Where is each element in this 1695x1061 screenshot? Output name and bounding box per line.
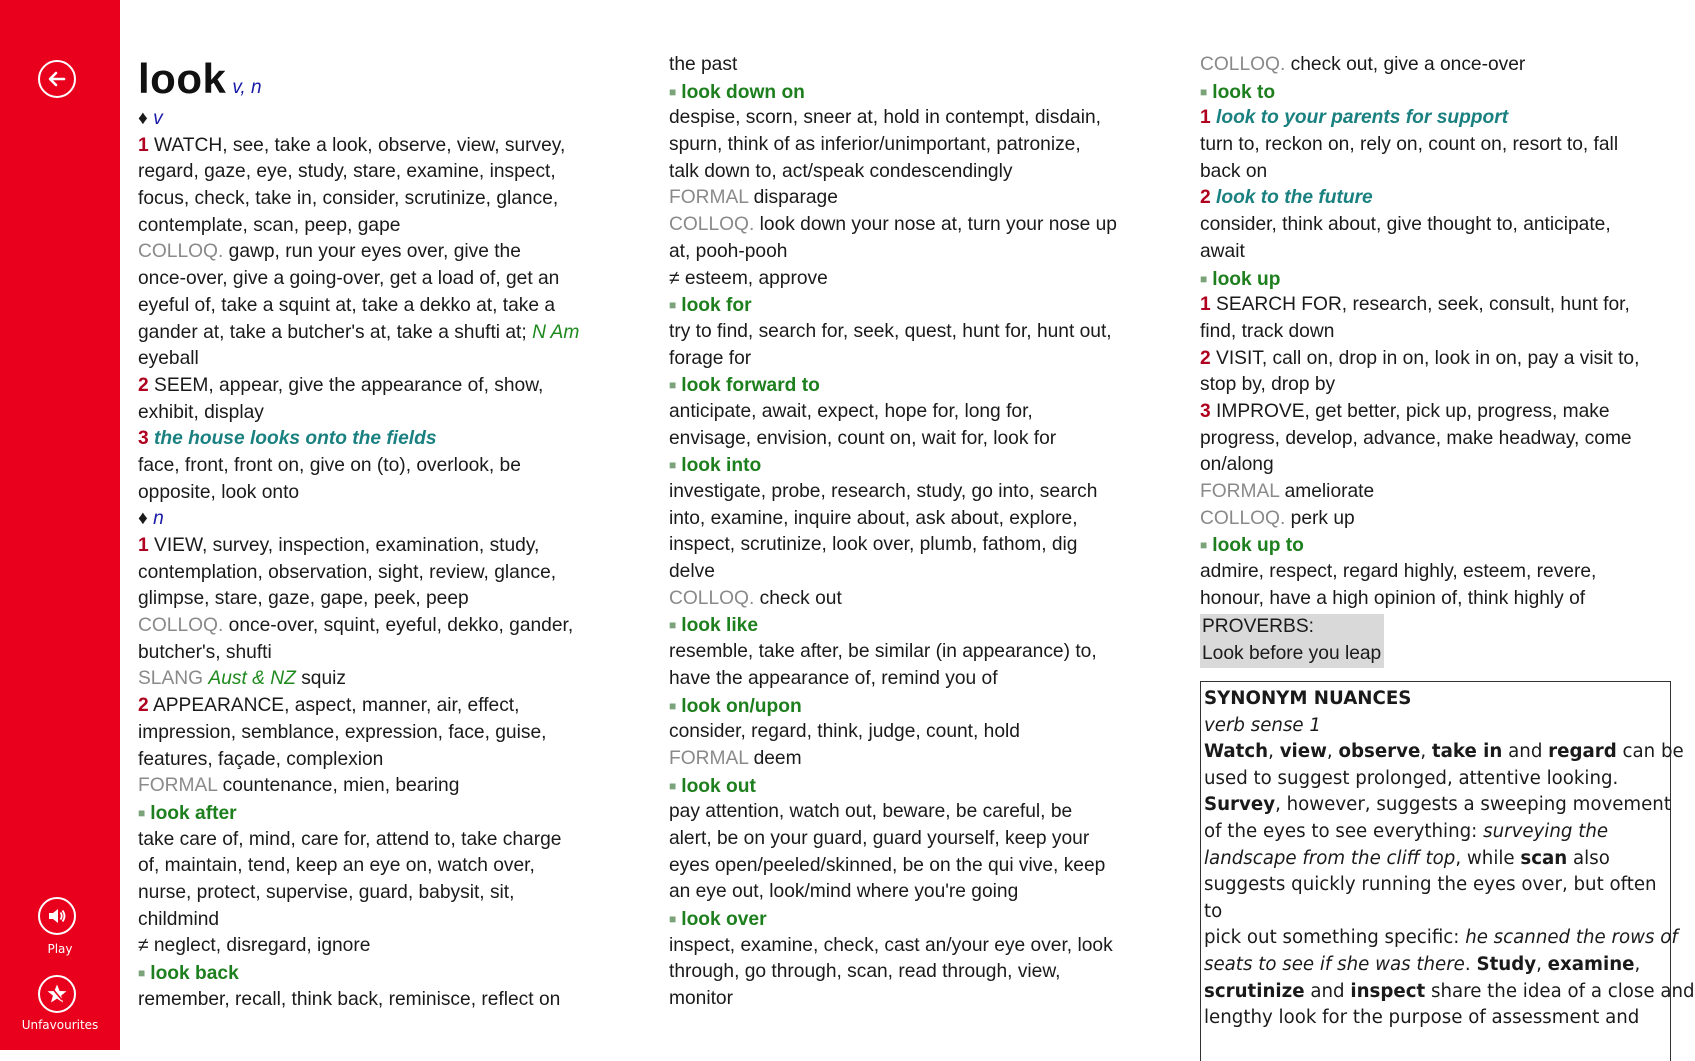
sense-line: the past [669,54,738,75]
sense-line: 1 VIEW, survey, inspection, examination, study, [138,535,540,556]
sense-line: honour, have a high opinion of, think highly of [1200,587,1586,609]
sense-line: take care of, mind, care for, attend to, take charge [138,828,562,850]
sense-line: 2 SEEM, appear, give the appearance of, show, [138,374,544,396]
register-label: FORMAL [669,187,749,209]
phrase-look-out[interactable]: ■ look out [669,775,756,797]
sense-line: opposite, look onto [138,481,300,503]
sense-line: exhibit, display [138,401,264,423]
sense-line: 1 WATCH, see, take a look, observe, view, survey, [138,134,566,156]
sense-line: 2 VISIT, call on, drop in on, look in on, pay a visit to, [1200,347,1640,369]
antonym-line: ≠ neglect, disregard, ignore [138,935,371,957]
nuance-line: Survey, however, suggests a sweeping movement [1204,794,1671,816]
entry-column-1 [138,52,608,1013]
sense-line: have the appearance of, remind you of [669,667,998,689]
register-label: COLLOQ. [669,587,755,609]
region-label: Aust & NZ [208,668,296,690]
example-line: 3 the house looks onto the fields [138,428,437,450]
sense-line: envisage, envision, count on, wait for, look for [669,427,1057,449]
nuance-line: used to suggest prolonged, attentive looking. [1204,767,1619,789]
sense-line: COLLOQ. check out [669,587,842,609]
register-label: COLLOQ. [1200,507,1286,529]
sense-line: back on [1200,160,1268,182]
proverbs-box [1200,614,1672,667]
entry-column-3 [1200,52,1672,668]
entry-heading [138,52,608,106]
headword-pos: v, n [232,77,262,98]
phrase-look-like[interactable]: ■ look like [669,615,759,637]
sense-line: SLANG Aust & NZ squiz [138,668,346,690]
example-line: 1 look to your parents for support [1200,107,1509,129]
sense-line: progress, develop, advance, make headway, come [1200,427,1632,449]
phrase-look-for[interactable]: ■ look for [669,295,752,317]
sense-line: eyes open/peeled/skinned, be on the qui vive, keep [669,854,1106,876]
synonym-nuances-box [1200,681,1695,1061]
sense-line: find, track down [1200,320,1335,342]
sense-line: of, maintain, tend, keep an eye on, watch over, [138,855,535,877]
register-label: FORMAL [669,747,749,769]
sense-line: pay attention, watch out, beware, be careful, be [669,801,1073,823]
nuance-line: landscape from the cliff top, while scan also [1204,847,1610,869]
sense-line: gander at, take a butcher's at, take a shufti at; N Am [138,321,580,343]
sense-line: monitor [669,988,733,1010]
headword: look [138,55,227,102]
phrase-look-into[interactable]: ■ look into [669,455,762,477]
proverbs-block [1200,614,1384,667]
register-label: COLLOQ. [669,214,755,236]
register-label: SLANG [138,668,204,690]
arrow-left-icon [45,67,69,91]
nuance-line: pick out something specific: he scanned the rows of [1204,927,1678,949]
app-sidebar [0,0,120,1050]
nuance-line: lengthy look for the purpose of assessment and [1204,1007,1640,1029]
sense-line: consider, think about, give thought to, anticipate, [1200,214,1611,236]
sense-line: through, go through, scan, read through, view, [669,961,1061,983]
sense-line: despise, scorn, sneer at, hold in contempt, disdain, [669,107,1101,129]
phrase-look-up[interactable]: ■ look up [1200,268,1281,290]
sense-line: resemble, take after, be similar (in appearance) to, [669,641,1097,663]
sense-line: contemplation, observation, sight, review, glance, [138,561,557,583]
phrase-look-forward-to[interactable]: ■ look forward to [669,375,820,397]
sense-line: at, pooh-pooh [669,240,788,262]
sense-line: COLLOQ. gawp, run your eyes over, give the [138,241,521,263]
sense-line: into, examine, inquire about, ask about, explore, [669,507,1078,529]
sense-line: COLLOQ. look down your nose at, turn your nose up [669,214,1117,236]
sense-line: await [1200,240,1245,262]
proverb-text: Look before you leap [1202,643,1382,665]
phrase-look-up-to[interactable]: ■ look up to [1200,535,1304,557]
sense-line: admire, respect, regard highly, esteem, revere, [1200,561,1597,583]
sense-line: face, front, front on, give on (to), overlook, be [138,454,521,476]
proverbs-label: PROVERBS: [1202,616,1314,638]
sense-line: COLLOQ. check out, give a once-over [1200,54,1526,75]
sense-line: stop by, drop by [1200,374,1336,396]
sense-line: impression, semblance, expression, face, guise, [138,721,547,743]
speaker-icon [46,905,68,927]
nuances-sense: verb sense 1 [1204,714,1321,736]
phrase-look-after[interactable]: ■ look after [138,802,237,824]
sense-line: FORMAL ameliorate [1200,481,1375,502]
sense-line: butcher's, shufti [138,641,272,663]
phrase-look-back[interactable]: ■ look back [138,963,239,984]
sense-line: once-over, give a going-over, get a load of, get an [138,268,560,290]
unfavourites-label: Unfavourites [21,1018,99,1032]
star-icon [45,982,69,1006]
sense-line: forage for [669,347,752,369]
back-button[interactable] [38,60,76,98]
sense-line: childmind [138,908,220,930]
region-label: N Am [532,321,580,343]
sense-line: try to find, search for, seek, quest, hunt for, hunt out, [669,320,1112,342]
play-label: Play [47,942,73,956]
sense-line: FORMAL countenance, mien, bearing [138,775,460,797]
sense-line: features, façade, complexion [138,748,384,770]
example-line: 2 look to the future [1200,187,1373,209]
sense-line: regard, gaze, eye, study, stare, examine, inspect, [138,161,556,183]
sense-line: eyeball [138,348,199,370]
sense-line: eyeful of, take a squint at, take a dekko at, take a [138,294,556,316]
sense-line: 2 APPEARANCE, aspect, manner, air, effect, [138,695,520,717]
sense-line: nurse, protect, supervise, guard, babysit, sit, [138,881,515,903]
register-label: COLLOQ. [138,241,224,263]
sense-line: FORMAL disparage [669,187,838,209]
register-label: FORMAL [138,775,218,797]
sense-line: delve [669,561,715,583]
pos-marker-noun: ♦ n [138,508,164,530]
play-button[interactable] [38,897,76,935]
nuance-line: suggests quickly running the eyes over, but often to [1204,874,1657,922]
sense-line: contemplate, scan, peep, gape [138,214,401,236]
sense-line: 1 SEARCH FOR, research, seek, consult, hunt for, [1200,294,1630,316]
nuance-line: scrutinize and inspect share the idea of a close and [1204,980,1695,1002]
sense-line: remember, recall, think back, reminisce, reflect on [138,988,561,1010]
sense-line: COLLOQ. once-over, squint, eyeful, dekko, gander, [138,615,574,637]
nuance-line: of the eyes to see everything: surveying the [1204,820,1609,842]
sense-line: consider, regard, think, judge, count, hold [669,721,1020,743]
sense-line: FORMAL deem [669,747,802,769]
sense-line: glimpse, stare, gaze, gape, peek, peep [138,588,469,610]
nuance-line: seats to see if she was there. Study, examine, [1204,953,1641,975]
register-label: COLLOQ. [138,615,224,637]
register-label: FORMAL [1200,481,1280,502]
sense-line: alert, be on your guard, guard yourself, keep your [669,827,1090,849]
sense-line: 3 IMPROVE, get better, pick up, progress, make [1200,400,1610,422]
sense-line: inspect, examine, check, cast an/your eye over, look [669,934,1113,956]
phrase-look-to[interactable]: ■ look to [1200,81,1276,103]
phrase-look-down-on[interactable]: ■ look down on [669,81,805,103]
sense-line: anticipate, await, expect, hope for, long for, [669,400,1033,422]
register-label: COLLOQ. [1200,54,1286,75]
sense-line: on/along [1200,454,1274,476]
sense-line: spurn, think of as inferior/unimportant, patronize, [669,134,1081,156]
sense-line: investigate, probe, research, study, go into, search [669,481,1098,502]
sense-line: inspect, scrutinize, look over, plumb, fathom, dig [669,534,1078,556]
unfavourite-button[interactable] [38,975,76,1013]
nuance-line: Watch, view, observe, take in and regard can be [1204,741,1684,763]
sense-line: COLLOQ. perk up [1200,507,1355,529]
entry-column-2 [669,52,1139,1013]
sense-line: turn to, reckon on, rely on, count on, resort to, fall [1200,134,1619,156]
sense-line: talk down to, act/speak condescendingly [669,160,1013,182]
phrase-look-over[interactable]: ■ look over [669,909,767,930]
phrase-look-on-upon[interactable]: ■ look on/upon [669,695,802,717]
nuances-title: SYNONYM NUANCES [1204,688,1412,709]
pos-marker-verb: ♦ v [138,108,163,129]
antonym-line: ≠ esteem, approve [669,267,828,289]
sense-line: an eye out, look/mind where you're going [669,881,1019,903]
sense-line: focus, check, take in, consider, scrutinize, glance, [138,188,559,210]
